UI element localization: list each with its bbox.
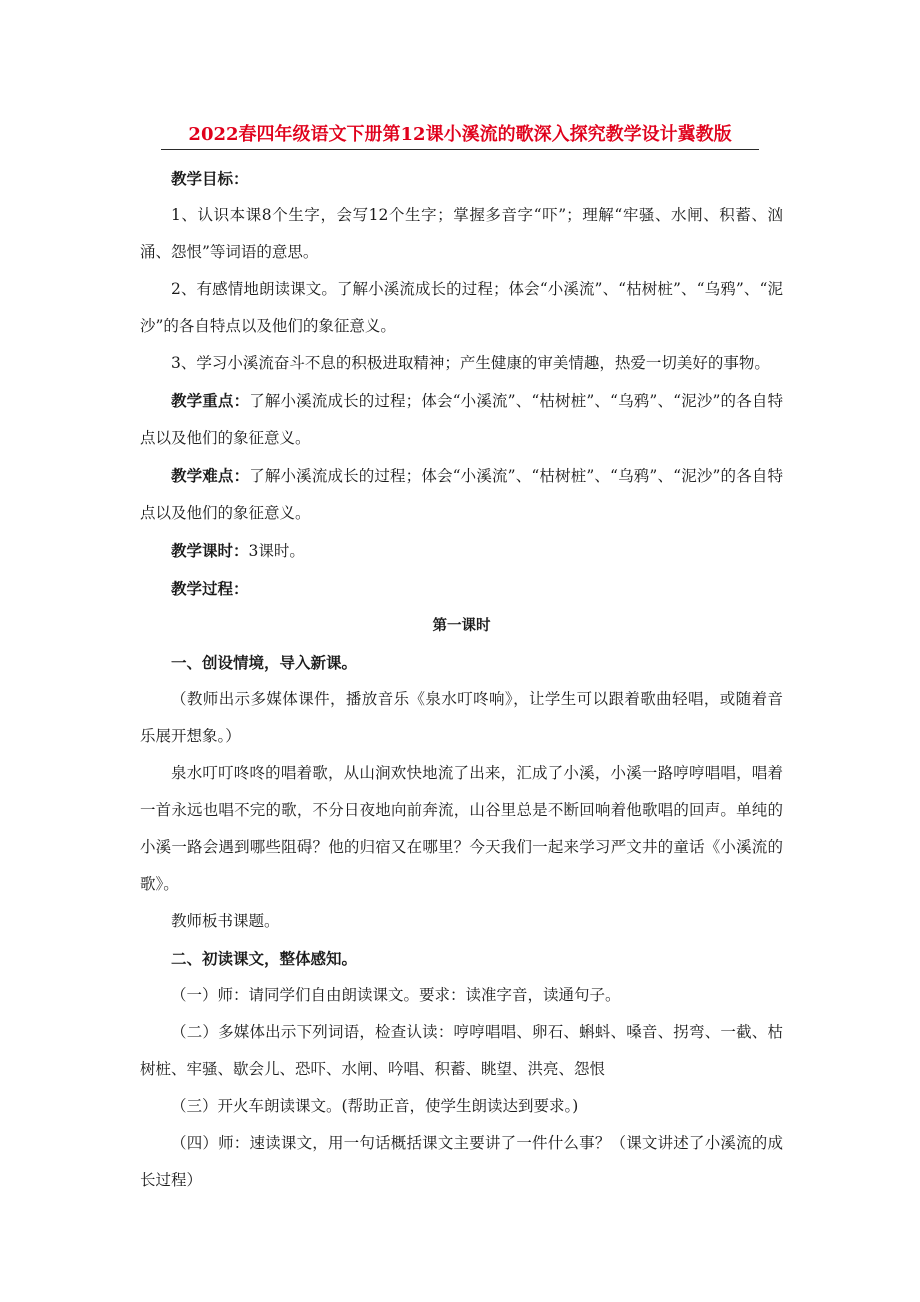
hours-text: 3课时。 — [248, 542, 305, 560]
section-1-paragraph-3: 教师板书课题。 — [171, 912, 280, 930]
goal-3: 3、学习小溪流奋斗不息的积极进取精神；产生健康的审美情趣，热爱一切美好的事物。 — [171, 354, 770, 372]
goal-2: 2、有感情地朗读课文。了解小溪流成长的过程；体会“小溪流”、“枯树桩”、“乌鸦”、“泥沙”的各自特点以及他们的象征意义。 — [140, 280, 783, 335]
key-points-paragraph — [140, 382, 783, 457]
section-2-paragraph-2: （二）多媒体出示下列词语，检查认读：哼哼唱唱、卵石、蝌蚪、嗓音、拐弯、一截、枯树桩、牢骚、歇会儿、恐吓、水闸、吟唱、积蓄、眺望、洪亮、怨恨 — [140, 1023, 783, 1078]
lesson-heading: 第一课时 — [432, 617, 491, 634]
section-2-paragraph-3: （三）开火车朗读课文。(帮助正音，使学生朗读达到要求。) — [171, 1097, 579, 1115]
section-1-paragraph-1: （教师出示多媒体课件，播放音乐《泉水叮咚响》，让学生可以跟着歌曲轻唱，或随着音乐展开想象。） — [140, 690, 783, 745]
goals-heading: 教学目标： — [171, 169, 249, 188]
section-2-heading: 二、初读课文，整体感知。 — [171, 949, 358, 968]
section-1-paragraph-2: 泉水叮叮咚咚的唱着歌，从山涧欢快地流了出来，汇成了小溪，小溪一路哼哼唱唱，唱着一首永远也唱不完的歌，不分日夜地向前奔流，山谷里总是不断回响着他歌唱的回声。单纯的小溪一路会遇到哪些阻碍？他的归宿又在哪里？今天我们一起来学习严文井的童话《小溪流的歌》。 — [140, 764, 783, 893]
key-points-label: 教学重点： — [171, 391, 250, 410]
section-1-heading: 一、创设情境，导入新课。 — [171, 653, 358, 672]
difficulty-label: 教学难点： — [171, 466, 250, 485]
difficulty-text: 了解小溪流成长的过程；体会“小溪流”、“枯树桩”、“乌鸦”、“泥沙”的各自特点以及他们的象征意义。 — [140, 467, 783, 522]
section-2-paragraph-1: （一）师：请同学们自由朗读课文。要求：读准字音，读通句子。 — [171, 986, 621, 1004]
hours-label: 教学课时： — [171, 541, 249, 560]
key-points-text: 了解小溪流成长的过程；体会“小溪流”、“枯树桩”、“乌鸦”、“泥沙”的各自特点以及他们的象征意义。 — [140, 392, 783, 447]
document-body — [140, 160, 783, 1199]
process-heading: 教学过程： — [171, 579, 249, 598]
title-underline — [161, 149, 759, 150]
section-2-paragraph-4: （四）师：速读课文，用一句话概括课文主要讲了一件什么事？（课文讲述了小溪流的成长过程） — [140, 1134, 783, 1189]
hours-paragraph — [140, 532, 783, 570]
difficulty-paragraph — [140, 457, 783, 532]
goal-1: 1、认识本课8个生字，会写12个生字；掌握多音字“吓”；理解“牢骚、水闸、积蓄、汹涌、怨恨”等词语的意思。 — [140, 206, 783, 261]
page-title: 2022春四年级语文下册第12课小溪流的歌深入探究教学设计冀教版 — [188, 124, 732, 145]
